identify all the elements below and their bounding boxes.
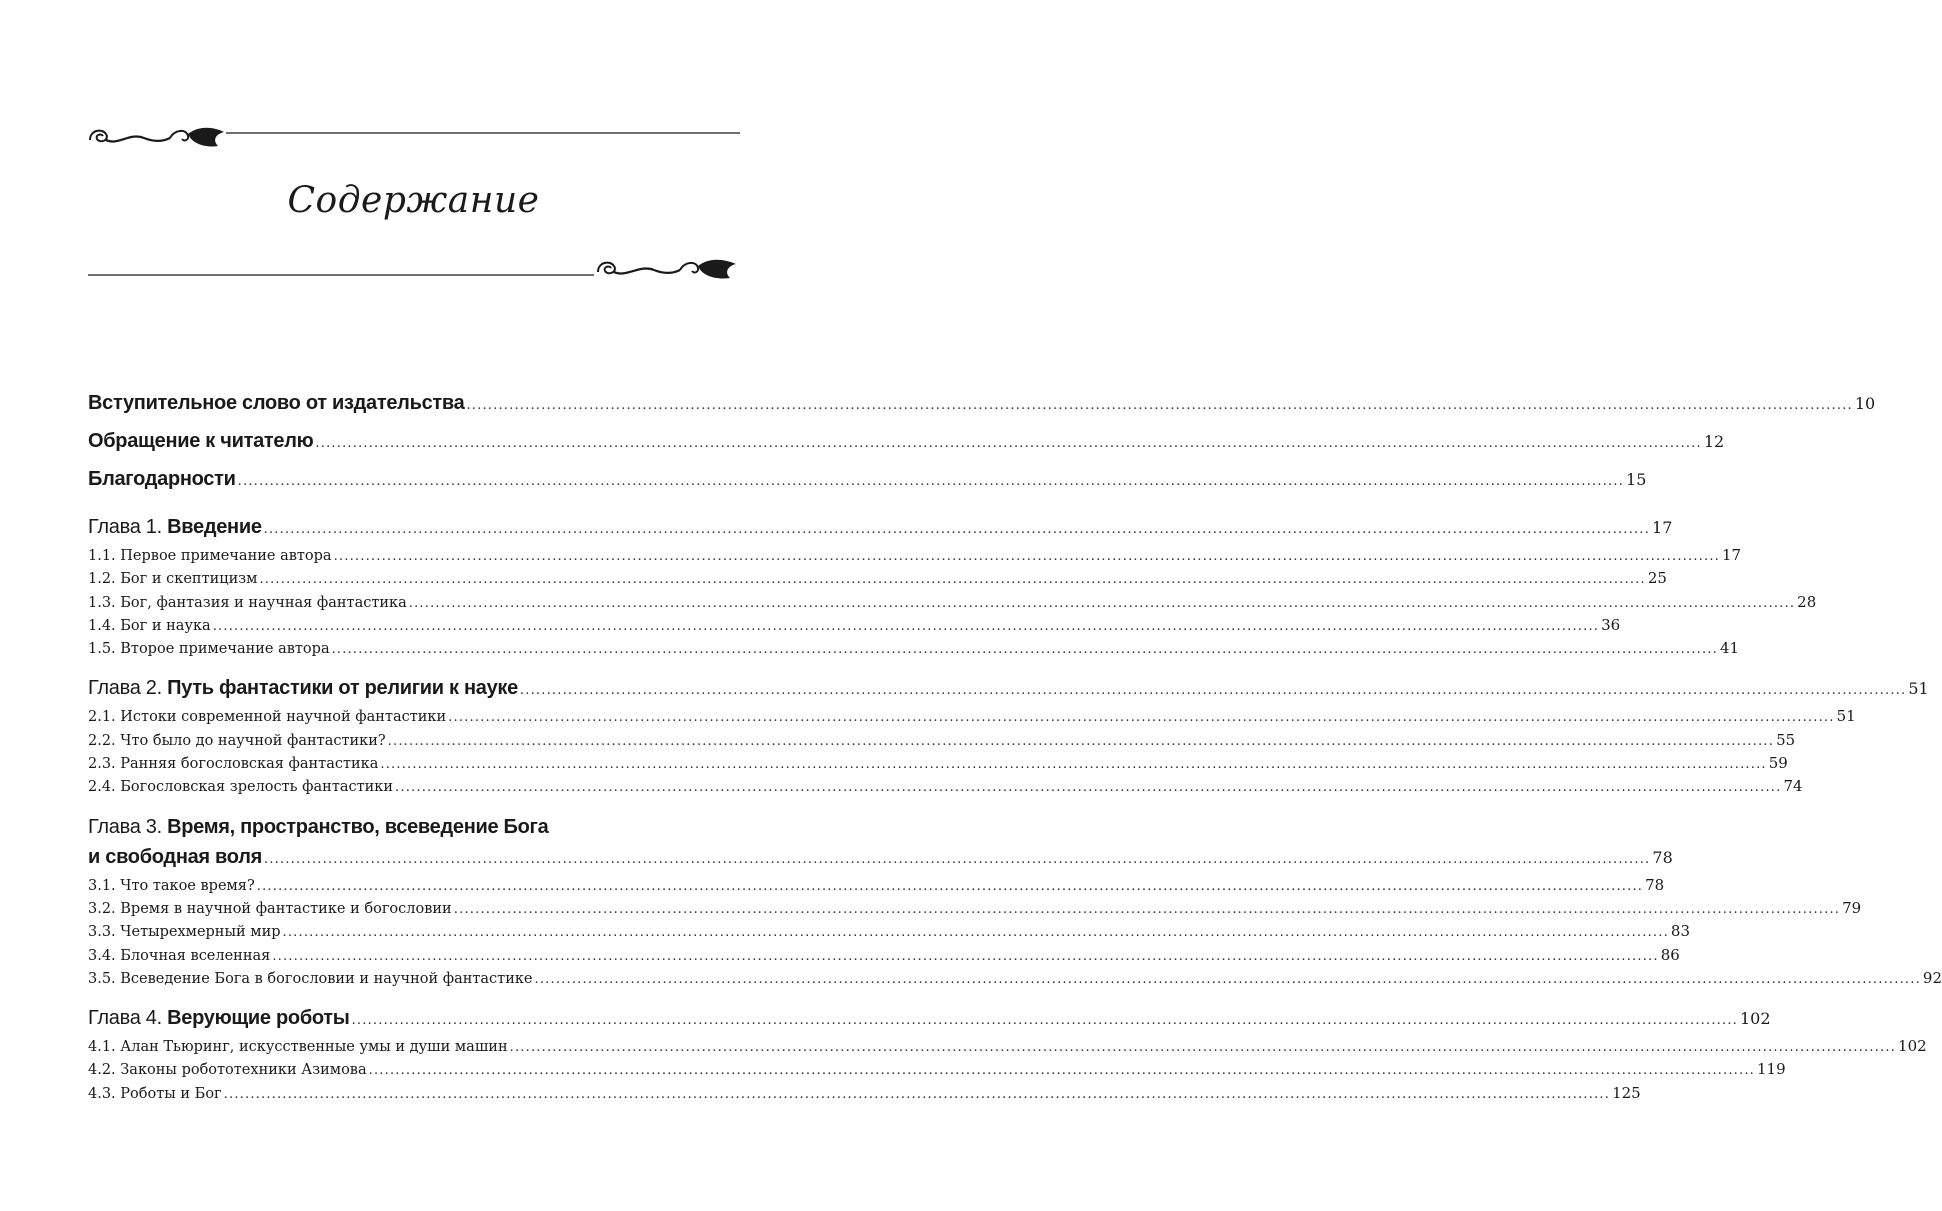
toc-page-number: 41 [1720,639,1740,658]
toc-entry-title: 3.5. Всеведение Бога в богословии и научной фантастике [88,970,533,987]
section-entry[interactable] [88,546,1742,569]
page-title: Содержание [287,180,540,221]
dot-leader: .................................................................................................................................................................................................................................................................... [351,1013,1738,1029]
toc-entry-title: Благодарности [88,468,236,490]
section-entry[interactable] [88,1083,1641,1107]
toc-page-number: 78 [1652,847,1673,867]
toc-page-number: 59 [1768,754,1788,773]
dot-leader: .................................................................................................................................................................................................................................................................... [237,474,1625,489]
toc-page-number: 28 [1797,592,1817,611]
dot-leader: .................................................................................................................................................................................................................................................................... [395,780,1782,796]
toc-page-number: 92 [1922,968,1942,987]
toc-entry-title: Глава 1. Введение [88,516,262,538]
top-ornament [88,118,740,158]
dot-leader: .................................................................................................................................................................................................................................................................... [509,1040,1897,1056]
chapter-prefix: Глава 4. [88,1007,168,1030]
dot-leader: .................................................................................................................................................................................................................................................................... [408,595,1796,611]
dot-leader: .................................................................................................................................................................................................................................................................... [263,851,1651,867]
dot-leader: .................................................................................................................................................................................................................................................................... [387,733,1775,749]
toc-entry-title: 3.3. Четырехмерный мир [88,924,281,941]
toc-entry-title: Глава 4. Верующие роботы [88,1007,350,1030]
toc-page-number: 74 [1783,777,1803,796]
toc-entry-title: 2.2. Что было до научной фантастики? [88,732,386,749]
dot-leader: .................................................................................................................................................................................................................................................................... [534,971,1921,987]
toc-entry-title: 1.4. Бог и наука [88,617,211,634]
section-entry[interactable] [88,639,1740,662]
toc-page-number: 55 [1776,730,1796,749]
toc-page-number: 15 [1626,470,1647,489]
front-matter-entry[interactable] [88,468,1647,506]
dot-leader: .................................................................................................................................................................................................................................................................... [448,710,1835,726]
dot-leader: .................................................................................................................................................................................................................................................................... [333,549,1720,564]
dot-leader: .................................................................................................................................................................................................................................................................... [259,572,1646,588]
chapter-entry[interactable] [88,816,740,846]
dot-leader: .................................................................................................................................................................................................................................................................... [256,878,1644,894]
toc-page-number: 102 [1898,1037,1927,1056]
chapter-entry[interactable] [88,1007,1771,1037]
toc-entry-title: Вступительное слово от издательства [88,392,465,414]
dot-leader: .................................................................................................................................................................................................................................................................... [272,948,1659,964]
dot-leader: .................................................................................................................................................................................................................................................................... [453,901,1841,917]
toc-entry-title: 3.1. Что такое время? [88,877,255,894]
section-entry[interactable] [88,754,1788,777]
toc-entry-title: 1.1. Первое примечание автора [88,548,332,564]
dot-leader: .................................................................................................................................................................................................................................................................... [466,398,1853,413]
section-entry[interactable] [88,1037,1927,1060]
toc-entry-title: Глава 3. Время, пространство, всеведение Бога [88,815,549,838]
section-entry[interactable] [88,707,1856,730]
toc-entry-title: 3.4. Блочная вселенная [88,947,271,964]
toc-page-number: 25 [1647,569,1667,588]
toc-entry-title: 1.3. Бог, фантазия и научная фантастика [88,594,407,611]
section-entry[interactable] [88,592,1817,616]
section-entry[interactable] [88,968,1942,992]
toc-entry-title: Глава 2. Путь фантастики от религии к науке [88,677,518,700]
toc-entry-title: 2.3. Ранняя богословская фантастика [88,756,379,773]
section-entry[interactable] [88,875,1665,899]
section-entry[interactable] [88,569,1667,592]
chapter-entry[interactable] [88,845,1673,876]
toc-page-number: 51 [1836,707,1856,726]
dot-leader: .................................................................................................................................................................................................................................................................... [519,683,1907,699]
chapter-prefix: Глава 1. [88,516,168,538]
dot-leader: .................................................................................................................................................................................................................................................................... [380,757,1767,773]
chapter-prefix: Глава 2. [88,677,168,700]
section-entry[interactable] [88,615,1621,639]
table-of-contents [88,392,1942,1107]
toc-page-number: 125 [1612,1083,1641,1102]
section-entry[interactable] [88,898,1862,922]
spacer [88,801,740,816]
spacer [88,662,740,677]
toc-entry-title: 4.1. Алан Тьюринг, искусственные умы и души машин [88,1039,508,1056]
toc-entry-title: 1.2. Бог и скептицизм [88,571,258,588]
section-entry[interactable] [88,945,1680,969]
toc-page-number: 119 [1757,1060,1786,1079]
toc-page-number: 86 [1660,945,1680,964]
toc-page-number: 51 [1908,679,1929,699]
front-matter-entry[interactable] [88,392,1876,430]
dot-leader: .................................................................................................................................................................................................................................................................... [368,1063,1756,1079]
dot-leader: .................................................................................................................................................................................................................................................................... [223,1086,1611,1102]
toc-entry-title: 2.1. Истоки современной научной фантастики [88,709,447,726]
toc-page-number: 102 [1740,1009,1771,1029]
toc-page-number: 36 [1601,615,1621,634]
toc-page-number: 12 [1703,432,1725,451]
chapter-entry[interactable] [88,677,1929,707]
toc-entry-title: и свободная воля [88,845,262,868]
chapter-prefix: Глава 3. [88,815,168,838]
toc-entry-title: 4.3. Роботы и Бог [88,1085,222,1102]
toc-page-number: 83 [1670,922,1691,941]
toc-entry-title: 1.5. Второе примечание автора [88,641,330,658]
toc-entry-title: 4.2. Законы робототехники Азимова [88,1062,367,1079]
section-entry[interactable] [88,922,1691,945]
toc-entry-title: Обращение к читателю [88,430,314,452]
section-entry[interactable] [88,730,1796,754]
spacer [88,506,740,516]
toc-entry-title: 3.2. Время в научной фантастике и богословии [88,900,452,917]
section-entry[interactable] [88,777,1803,800]
dot-leader: .................................................................................................................................................................................................................................................................... [331,642,1718,658]
toc-page-number: 79 [1842,898,1862,917]
toc-page-number: 17 [1652,518,1673,537]
toc-page-number: 17 [1721,546,1742,564]
dot-leader: .................................................................................................................................................................................................................................................................... [282,925,1669,941]
dot-leader: .................................................................................................................................................................................................................................................................... [315,436,1702,451]
dot-leader: .................................................................................................................................................................................................................................................................... [263,522,1651,537]
toc-page-number: 78 [1645,875,1665,894]
dot-leader: .................................................................................................................................................................................................................................................................... [212,618,1600,634]
bottom-ornament [88,252,740,292]
toc-entry-title: 2.4. Богословская зрелость фантастики [88,779,394,796]
chapter-entry[interactable] [88,516,1673,546]
front-matter-entry[interactable] [88,430,1725,468]
toc-page-number: 10 [1854,394,1876,413]
spacer [88,992,740,1007]
section-entry[interactable] [88,1060,1786,1083]
